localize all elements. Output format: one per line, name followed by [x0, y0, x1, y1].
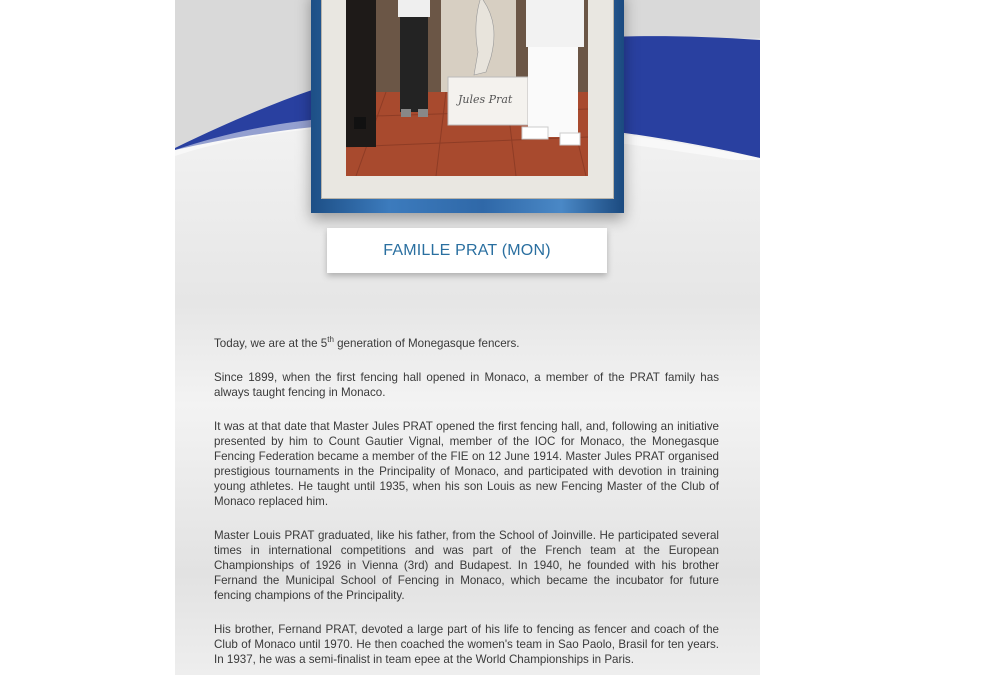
paragraph-1899: Since 1899, when the first fencing hall opened in Monaco, a member of the PRAT family has always taught fencing in Monaco.	[214, 371, 719, 399]
paragraph-intro-after: generation of Monegasque fencers.	[333, 337, 520, 350]
page-container	[175, 0, 760, 675]
paragraph-jules-prat: It was at that date that Master Jules PRAT opened the first fencing hall, and, following an initiative presented by him to Count Gautier Vignal, member of the IOC for Monaco, the Monegasque Fencing Federation became a member of the FIE on 12 June 1914. Master Jules PRAT organised prestigious tournaments in the Principality of Monaco, and participated with devotion in training young athletes. He taught until 1935, when his son Louis as new Fencing Master of the Club of Monaco replaced him.	[214, 420, 719, 508]
photo-frame	[311, 0, 624, 213]
family-photo	[346, 0, 588, 176]
paragraph-intro	[214, 336, 719, 351]
paragraph-intro-before: Today, we are at the 5	[214, 337, 328, 350]
caption-title: FAMILLE PRAT (MON)	[383, 241, 551, 259]
caption-box	[327, 228, 607, 273]
paragraph-louis-prat: Master Louis PRAT graduated, like his father, from the School of Joinville. He participated several times in international competitions and was part of the French team at the European Championships of 1926 in Vienna (3rd) and Budapest. In 1940, he founded with his brother Fernand the Municipal School of Fencing in Monaco, which became the incubator for future fencing champions of the Principality.	[214, 529, 719, 602]
signature-text: Jules Prat	[458, 93, 513, 106]
paragraph-fernand-prat: His brother, Fernand PRAT, devoted a large part of his life to fencing as fencer and coach of the Club of Monaco until 1970. He then coached the women's team in Sao Paolo, Brasil for ten years. In 1937, he was a semi-finalist in team epee at the World Championships in Paris.	[214, 623, 719, 666]
paragraph-intro-sup: th	[327, 335, 334, 345]
article-body	[214, 336, 719, 675]
